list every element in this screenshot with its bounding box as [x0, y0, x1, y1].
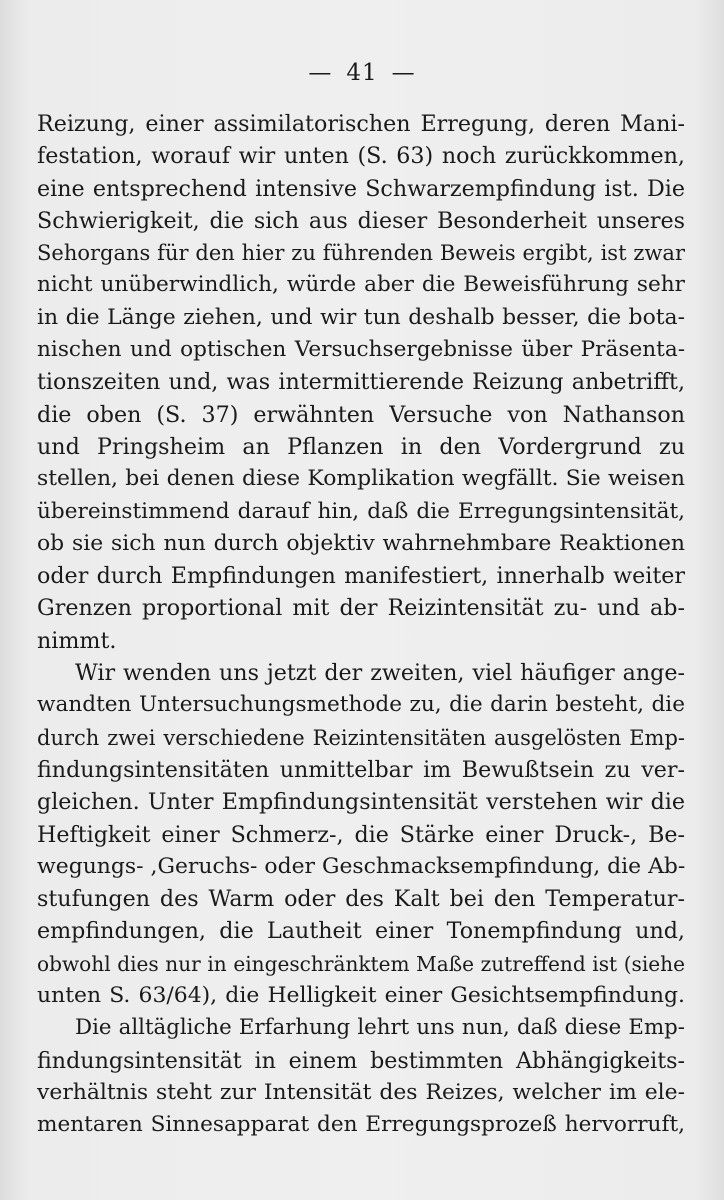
text-line-paragraph-start: Die alltägliche Erfarhung lehrt uns nun, daß diese Emp- [75, 1015, 685, 1041]
text-line: tionszeiten und, was intermittierende Reizung anbetrifft, [37, 369, 685, 396]
body-text [37, 108, 685, 1142]
text-line: wandten Untersuchungsmethode zu, die darin besteht, die [37, 692, 685, 718]
text-line: obwohl dies nur in eingeschränktem Maße zutreffend ist (siehe [37, 951, 685, 976]
text-line: Grenzen proportional mit der Reizintensität zu- und ab- [37, 595, 685, 622]
text-line: gleichen. Unter Empfindungsintensität verstehen wir die [37, 789, 685, 816]
dash-left: — [308, 60, 333, 86]
text-line: unten S. 63/64), die Helligkeit einer Gesichtsempfindung. [37, 983, 685, 1009]
text-line: nischen und optischen Versuchsergebnisse über Präsenta- [37, 337, 685, 363]
text-line: findungsintensitäten unmittelbar im Bewußtsein zu ver- [37, 756, 685, 783]
text-line-paragraph-end: nimmt. [37, 627, 117, 654]
page-number-header [0, 60, 724, 86]
text-line: und Pringsheim an Pflanzen in den Vordergrund zu [37, 433, 685, 460]
text-line: wegungs- ,Geruchs- oder Geschmacksempfindung, die Ab- [37, 853, 685, 879]
text-line: durch zwei verschiedene Reizintensitäten ausgelösten Emp- [37, 725, 685, 750]
text-line: mentaren Sinnesapparat den Erregungsprozeß hervorruft, [37, 1112, 685, 1138]
text-line: übereinstimmend darauf hin, daß die Erregungsintensität, [37, 498, 685, 524]
text-line: stellen, bei denen diese Komplikation wegfällt. Sie weisen [37, 466, 685, 492]
text-line: Sehorgans für den hier zu führenden Beweis ergibt, ist zwar [37, 241, 685, 266]
text-line: stufungen des Warm oder des Kalt bei den Temperatur- [37, 886, 685, 913]
text-line: verhältnis steht zur Intensität des Reizes, welcher im ele- [37, 1079, 685, 1105]
dash-right: — [391, 60, 416, 86]
text-line: oder durch Empfindungen manifestiert, innerhalb weiter [37, 563, 685, 590]
text-line: Heftigkeit einer Schmerz-, die Stärke einer Druck-, Be- [37, 821, 685, 848]
text-line: nicht unüberwindlich, würde aber die Beweisführung sehr [37, 272, 685, 298]
text-line: empfindungen, die Lautheit einer Tonempfindung und, [37, 918, 685, 945]
text-line-paragraph-start: Wir wenden uns jetzt der zweiten, viel häufiger ange- [75, 660, 685, 687]
page-number: 41 [346, 60, 378, 86]
text-line: festation, worauf wir unten (S. 63) noch zurückkommen, [37, 143, 685, 170]
text-line: Reizung, einer assimilatorischen Erregung, deren Mani- [37, 111, 685, 137]
text-line: ob sie sich nun durch objektiv wahrnehmbare Reaktionen [37, 530, 685, 556]
text-line: in die Länge ziehen, und wir tun deshalb besser, die bota- [37, 304, 685, 330]
text-line: die oben (S. 37) erwähnten Versuche von Nathanson [37, 401, 685, 428]
text-line: eine entsprechend intensive Schwarzempfindung ist. Die [37, 175, 685, 202]
text-line: Schwierigkeit, die sich aus dieser Besonderheit unseres [37, 207, 685, 234]
text-line: findungsintensität in einem bestimmten Abhängigkeits- [37, 1047, 685, 1074]
